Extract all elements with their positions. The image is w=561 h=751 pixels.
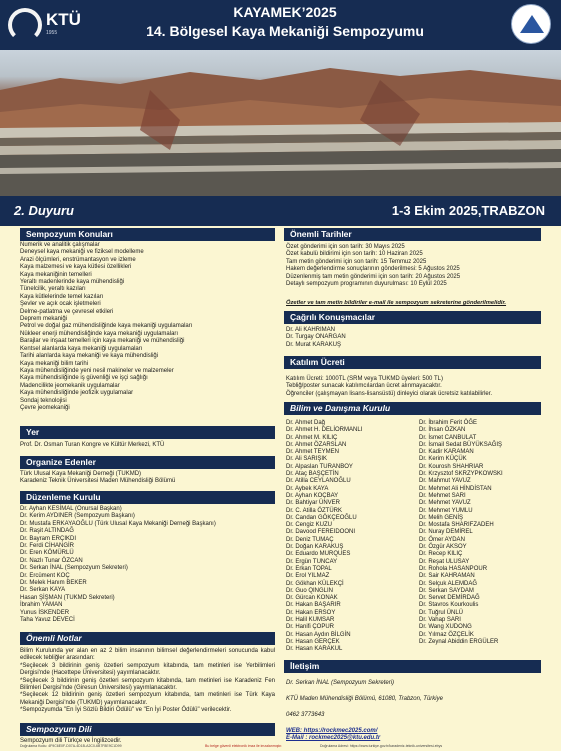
list-item: Kaya kütlelerinde temel kazıları	[20, 293, 104, 300]
list-item: Dr. Mahmut YAVUZ	[419, 478, 471, 485]
language-heading: Sempozyum Dili	[20, 723, 275, 736]
list-item: Dr. Mehmet SARI	[419, 492, 466, 499]
list-item: Tünelcilik, yeraltı kazıları	[20, 286, 86, 293]
list-item: Türk Ulusal Kaya Mekaniği Derneği (TUKMD)	[20, 471, 142, 477]
list-item: Tam metin gönderimi için son tarih: 15 Temmuz 2025	[286, 258, 427, 265]
announcement-bar	[0, 196, 561, 226]
list-item: Dr. Hasan KARAKUL	[286, 646, 343, 653]
event-date-place: 1-3 Ekim 2025,TRABZON	[391, 203, 545, 218]
note-item: *Seçilecek 3 bildirinin geniş özetleri sempozyum kitabında, tam metinleri ise Karadeniz Fen Bilimleri Dergisi'nde (Giresun Üniversitesi) yayımlanacaktır.	[20, 677, 275, 692]
list-item: Dr. Nuray DEMİREL	[419, 529, 473, 536]
list-item: Özet gönderimi için son tarih: 30 Mayıs 2025	[286, 244, 405, 250]
list-item: Yunus İSKENDER	[20, 609, 70, 616]
list-item: Dr. Reşat ULUSAY	[419, 558, 470, 565]
list-item: Dr. Ayhan KESİMAL (Onursal Başkan)	[20, 506, 122, 512]
list-item: Karadeniz Teknik Üniversitesi Maden Mühendisliği Bölümü	[20, 478, 176, 485]
list-item: Dr. Turgay ONARGAN	[286, 334, 346, 341]
language-text: Sempozyum dili Türkçe ve İngilizcedir.	[20, 738, 122, 744]
science-list-col2	[419, 420, 549, 646]
list-item: Dr. Rohola HASANPOUR	[419, 565, 488, 572]
organizers-list	[20, 471, 275, 486]
fee-list	[286, 376, 541, 398]
list-item: Dr. İbrahim Ferit ÖĞE	[419, 420, 478, 426]
list-item: Dr. Bayram ERÇIKDI	[20, 535, 77, 542]
list-item: Dr. Ercüment KOÇ	[20, 572, 70, 579]
list-item: Dr. Hakan ERSOY	[286, 609, 336, 616]
list-item: Dr. Doğan KARAKUŞ	[286, 544, 344, 551]
quarry-photo	[0, 50, 561, 196]
list-item: Deprem mekaniği	[20, 316, 68, 323]
list-item: Kaya mühendisliğinde jeofizik uygulamalar	[20, 390, 134, 397]
fee-heading: Katılım Ücreti	[284, 356, 541, 369]
list-item: Kaya mekaniğinin temelleri	[20, 271, 92, 278]
venue-heading: Yer	[20, 426, 275, 439]
logo-text: KTÜ	[46, 10, 81, 29]
list-item: Dr. Zeynal Abiddin ERGÜLER	[419, 638, 499, 645]
invited-list	[286, 327, 541, 349]
list-item: Dr. Guo QINGLIN	[286, 587, 334, 594]
list-item: Dr. Erol YILMAZ	[286, 573, 330, 580]
list-item: Dr. Krzysztof SKRZYPKOWSKI	[419, 471, 503, 478]
list-item: Dr. Davood FEREIDOONI	[286, 529, 356, 536]
announcement-label: 2. Duyuru	[14, 203, 74, 218]
list-item: Düzenlenmiş tam metin gönderimi için son tarih: 20 Ağustos 2025	[286, 273, 461, 280]
list-item: Sondaj teknolojisi	[20, 397, 67, 404]
list-item: Dr. Özgür AKSOY	[419, 544, 467, 551]
list-item: Dr. Mustafa ERKAYAOĞLU (Türk Ulusal Kaya Mekaniği Derneği Başkanı)	[20, 520, 216, 527]
notes-heading: Önemli Notlar	[20, 632, 275, 645]
invited-heading: Çağrılı Konuşmacılar	[284, 311, 541, 324]
contact-phone: 0462 3773643	[286, 712, 325, 718]
list-item: Petrol ve doğal gaz mühendisliğinde kaya mekaniği uygulamaları	[20, 323, 193, 330]
dates-note: Özetler ve tam metin bildiriler e-mail ile sempozyum sekreterine gönderilmelidir.	[286, 300, 507, 306]
list-item: Dr. Hanifi ÇOPUR	[286, 624, 335, 631]
event-subtitle: 14. Bölgesel Kaya Mekaniği Sempozyumu	[146, 23, 424, 39]
society-emblem-icon	[511, 4, 551, 44]
list-item: Öğrenciler (çalışmayan lisans-lisansüstü) dinleyici olarak ücretsiz katılabilirler.	[286, 390, 493, 397]
list-item: Dr. Gökhan KÜLEKÇİ	[286, 580, 344, 587]
list-item: Dr. Serkan SAYDAM	[419, 587, 474, 594]
contact-heading: İletişim	[284, 660, 541, 673]
list-item: Dr. Atilla CEYLANOĞLU	[286, 478, 351, 485]
list-item: Detaylı sempozyum programının duyurulması: 10 Eylül 2025	[286, 281, 447, 288]
list-item: Dr. Kerim KÜÇÜK	[419, 456, 467, 463]
list-item: Dr. Melek Hanım BEKER	[20, 580, 87, 587]
note-item: *Sempozyumda "En İyi Sözlü Bildiri Ödülü" ve "En İyi Poster Ödülü" verilecektir.	[20, 707, 232, 714]
list-item: Dr. Aybek KAYA	[286, 485, 329, 492]
list-item: Dr. Nazlı Tunar ÖZCAN	[20, 557, 83, 564]
list-item: Dr. Melih GENİŞ	[419, 514, 464, 521]
footer-esign-note: Bu belge güvenli elektronik imza ile imzalanmıştır.	[205, 744, 283, 748]
list-item: Dr. İhsan ÖZKAN	[419, 427, 466, 434]
list-item: Dr. Sair KAHRAMAN	[419, 573, 475, 580]
list-item: Dr. Selçuk ALEMDAĞ	[419, 580, 478, 587]
science-list-col1	[286, 420, 416, 654]
list-item: Dr. Servet DEMİRDAĞ	[419, 595, 480, 602]
list-item: Arazi ölçümleri, enstrümantasyon ve izleme	[20, 256, 136, 263]
logo-year: 1955	[46, 30, 58, 36]
logo-ring-icon	[8, 8, 42, 42]
list-item: Dr. Mehmet Ali HİNDİSTAN	[419, 485, 492, 492]
list-item: Dr. Recep KILIÇ	[419, 551, 463, 558]
list-item: Dr. Kourosh SHAHRIAR	[419, 463, 484, 470]
notes-list	[20, 648, 275, 715]
list-item: Deneysel kaya mekaniği ve fiziksel modelleme	[20, 249, 144, 256]
list-item: İbrahim YAMAN	[20, 602, 63, 609]
list-item: Dr. Candan GÖKÇEOĞLU	[286, 514, 357, 521]
list-item: Dr. Bahtiyar ÜNVER	[286, 500, 341, 507]
list-item: Nükleer enerji mühendisliğinde kaya mekaniği uygulamaları	[20, 330, 179, 337]
list-item: Dr. Wang XUDONG	[419, 624, 472, 631]
dates-heading: Önemli Tarihler	[284, 228, 541, 241]
list-item: Hasan ŞİŞMAN (TUKMD Sekreteri)	[20, 594, 115, 601]
list-item: Dr. Yılmaz ÖZÇELİK	[419, 631, 474, 638]
list-item: Dr. Ali SARIŞIK	[286, 456, 328, 463]
list-item: Dr. Serkan KAYA	[20, 587, 66, 594]
list-item: Dr. Serkan İNAL (Sempozyum Sekreteri)	[20, 565, 128, 572]
contact-email-link[interactable]: E-Mail : rockmec2025@ktu.edu.tr	[286, 735, 381, 741]
list-item: Özet kabulü bildirimi için son tarih: 10 Haziran 2025	[286, 251, 423, 258]
list-item: Kentsel alanlarda kaya mekaniği uygulamaları	[20, 345, 143, 352]
list-item: Madencilikte jeomekanik uygulamalar	[20, 382, 120, 389]
event-title: KAYAMEK’2025	[233, 4, 337, 20]
committee-list	[20, 506, 275, 625]
list-item: Dr. Kerim AYDINER (Sempozyum Başkanı)	[20, 513, 135, 520]
list-item: Dr. Tuğrul ÜNLÜ	[419, 609, 464, 616]
list-item: Dr. Hakan BAŞARIR	[286, 602, 341, 609]
list-item: Dr. Ahmet TEYMEN	[286, 449, 339, 456]
header-banner	[0, 0, 561, 50]
note-item: Bilim Kurulunda yer alan en az 2 bilim insanının bilimsel değerlendirmeleri sonucunda kabul edilecek tebliğler arasından:	[20, 648, 275, 662]
list-item: Kaya mühendisliğinde iş güvenliği ve işçi sağlığı	[20, 375, 148, 382]
topics-heading: Sempozyum Konuları	[20, 228, 275, 241]
list-item: Dr. Ferdi CİHANGİR	[20, 543, 75, 550]
list-item: Dr. Hasan GERÇEK	[286, 638, 340, 645]
contact-name: Dr. Serkan İNAL (Sempozyum Sekreteri)	[286, 680, 395, 686]
list-item: Dr. İsmail Sedat BÜYÜKSAĞIŞ	[419, 441, 503, 448]
list-item: Dr. C. Atilla ÖZTÜRK	[286, 507, 343, 514]
contact-web-link[interactable]: WEB: https://rockmec2025.com/	[286, 728, 378, 734]
note-item: *Seçilecek 12 bildirinin geniş özetleri sempozyum kitabında, tam metinleri ise Türk Kaya Mekaniği Dergisi'nde (TUKMD) yayımlanacaktır.	[20, 692, 275, 706]
list-item: Dr. Gürcan KONAK	[286, 595, 338, 602]
topics-list	[20, 242, 275, 412]
list-item: Dr. Ataç BAŞÇETİN	[286, 471, 339, 478]
list-item: Dr. Ahmet ÖZARSLAN	[286, 441, 347, 448]
list-item: Dr. Halil KUMSAR	[286, 617, 335, 624]
list-item: Dr. Ahmet M. KILIÇ	[286, 434, 338, 441]
list-item: Yeraltı madenlerinde kaya mühendisliği	[20, 279, 125, 286]
contact-address: KTÜ Maden Mühendisliği Bölümü, 61080, Trabzon, Türkiye	[286, 696, 443, 702]
list-item: Şevler ve açık ocak işletmeleri	[20, 301, 101, 308]
list-item: Dr. Mehmet YUMLU	[419, 507, 473, 514]
list-item: Dr. İsmet CANBULAT	[419, 434, 477, 441]
committee-heading: Düzenleme Kurulu	[20, 491, 275, 504]
list-item: Tarihi alanlarda kaya mekaniği ve kaya mühendisliği	[20, 353, 159, 360]
list-item: Hakem değerlendirme sonuçlarının gönderilmesi: 5 Ağustos 2025	[286, 266, 460, 273]
list-item: Kaya mekaniği bilim tarihi	[20, 360, 89, 367]
list-item: Dr. Eduardo MURQUES	[286, 551, 351, 558]
list-item: Tebliğ/poster sunacak katılımcılardan ücret alınmayacaktır.	[286, 383, 442, 390]
list-item: Dr. Alpaslan TURANBOY	[286, 463, 353, 470]
list-item: Barajlar ve inşaat temelleri için kaya mekaniği ve mühendisliği	[20, 338, 185, 345]
venue-text: Prof. Dr. Osman Turan Kongre ve Kültür Merkezi, KTÜ	[20, 442, 165, 448]
footer-verification-code: Doğrulama Kodu: 4F9C6E0F-D07A-4D1B-A2C0-6B7F8E9C1D99	[20, 744, 122, 748]
list-item: Dr. Deniz TUMAÇ	[286, 536, 334, 543]
list-item: Dr. Murat KARAKUŞ	[286, 341, 342, 348]
list-item: Kaya malzemesi ve kaya kütlesi özellikleri	[20, 264, 132, 271]
organizers-heading: Organize Edenler	[20, 456, 275, 469]
list-item: Taha Yavuz DEVECİ	[20, 617, 75, 624]
list-item: Katılım Ücreti: 1000TL (SRM veya TUKMD üyeleri: 500 TL)	[286, 376, 443, 382]
list-item: Dr. Cengiz KUZU	[286, 522, 333, 529]
list-item: Dr. Raşit ALTINDAĞ	[20, 528, 74, 535]
list-item: Dr. Ahmet Dağ	[286, 420, 326, 426]
list-item: Dr. Ömer AYDAN	[419, 536, 465, 543]
list-item: Dr. Mehmet YAVUZ	[419, 500, 471, 507]
dates-list	[286, 244, 541, 288]
list-item: Dr. Ali KAHRIMAN	[286, 327, 336, 333]
list-item: Numerik ve analitik çalışmalar	[20, 242, 100, 248]
list-item: Dr. Ayhan KOÇBAY	[286, 492, 339, 499]
list-item: Dr. Hasan Aydın BİLGİN	[286, 631, 351, 638]
science-heading: Bilim ve Danışma Kurulu	[284, 402, 541, 415]
list-item: Dr. Eren KÖMÜRLÜ	[20, 550, 74, 557]
list-item: Dr. Mostafa SHARIFZADEH	[419, 522, 494, 529]
list-item: Dr. Kadir KARAMAN	[419, 449, 474, 456]
list-item: Dr. Vahap SARI	[419, 617, 461, 624]
footer-verification-address: Doğrulama Adresi: https://www.turkiye.gov.tr/karadeniz-teknik-universitesi-ebys	[320, 744, 443, 748]
list-item: Dr. Erkan TOPAL	[286, 565, 332, 572]
list-item: Çevre jeomekaniği	[20, 404, 70, 411]
list-item: Dr. Stavros Kourkoulis	[419, 602, 479, 609]
list-item: Dr. Ergün TUNCAY	[286, 558, 338, 565]
note-item: *Seçilecek 3 bildirinin geniş özetleri sempozyum kitabında, tam metinleri ise Yerbilimleri Dergisi'nde (Hacettepe Üniversitesi) yayımlanacaktır.	[20, 662, 275, 677]
list-item: Kaya mühendisliğinde yeni nesil makineler ve malzemeler	[20, 367, 174, 374]
list-item: Dr. Ahmet H. DELİORMANLI	[286, 427, 363, 434]
list-item: Delme-patlatma ve çevresel etkileri	[20, 308, 114, 315]
ktu-logo	[8, 6, 88, 46]
